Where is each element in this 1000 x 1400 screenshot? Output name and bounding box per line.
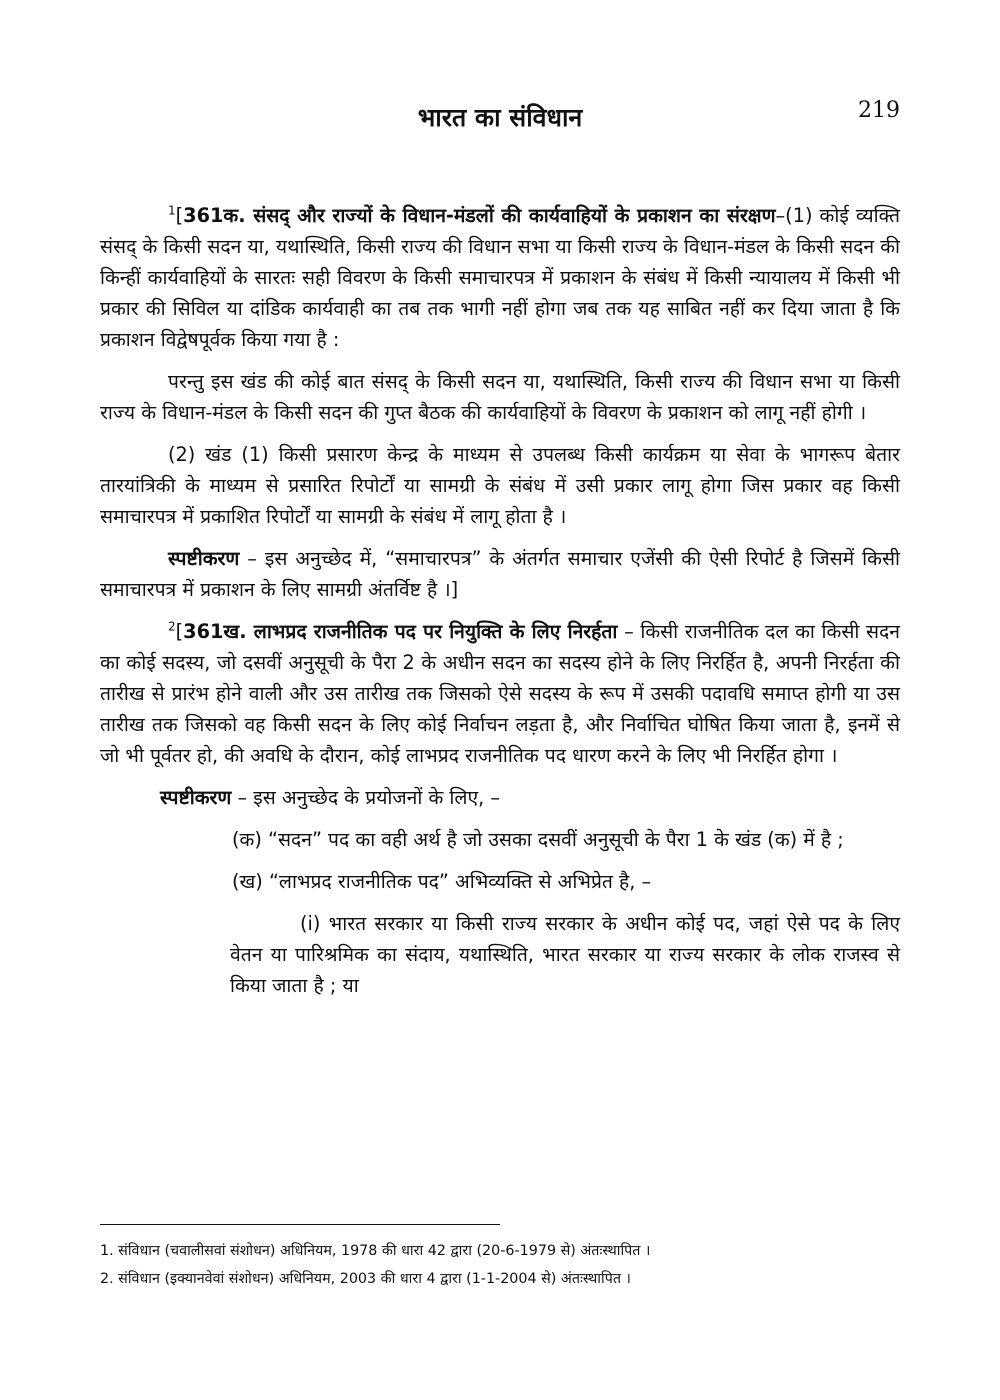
explanation-text: – इस अनुच्छेद में, “समाचारपत्र” के अंतर्गत समाचार एजेंसी की ऐसी रिपोर्ट है जिसमें किसी समाचारपत्र में प्रकाशन के लिए सामग्री अंतर्विष्ट है ।]: [100, 547, 900, 601]
article-361b-explanation: [100, 782, 900, 813]
article-361b-body: – किसी राजनीतिक दल का किसी सदन का कोई सदस्य, जो दसवीं अनुसूची के पैरा 2 के अधीन सदन का सदस्य होने के लिए निरर्हित है, अपनी निरर्हता की तारीख से प्रारंभ होने वाली और उस तारीख तक जिसको ऐसे सदस्य के रूप में उसकी पदावधि समाप्त होगी या उस तारीख तक जिसको वह किसी सदन के लिए कोई निर्वाचन लड़ता है, और निर्वाचित घोषित किया जाता है, इनमें से जो भी पूर्वतर हो, की अवधि के दौरान, कोई लाभप्रद राजनीतिक पद धारण करने के लिए भी निरर्हित होगा ।: [100, 620, 900, 767]
footnote-marker-2: 2: [168, 619, 176, 634]
explanation-item-kha: (ख) “लाभप्रद राजनीतिक पद” अभिव्यक्ति से अभिप्रेत है, –: [232, 870, 652, 893]
page-header: [0, 100, 1000, 140]
page-title: भारत का संविधान: [417, 103, 583, 132]
bracket-open: [: [175, 204, 184, 227]
document-body: [100, 200, 900, 1012]
article-361a-proviso: परन्तु इस खंड की कोई बात संसद् के किसी सदन या, यथास्थिति, किसी राज्य की विधान सभा या किसी राज्य के विधान-मंडल के किसी सदन की गुप्त बैठक की कार्यवाहियों के विवरण के प्रकाशन को लागू नहीं होगी ।: [100, 370, 900, 424]
article-361a-clause-1-text: –(1) कोई व्यक्ति संसद् के किसी सदन या, यथास्थिति, किसी राज्य की विधान सभा या किसी राज्य के विधान-मंडल के किसी सदन की किन्हीं कार्यवाहियों के सारतः सही विवरण के किसी समाचारपत्र में प्रकाशन के संबंध में किसी न्यायालय में किसी भी प्रकार की सिविल या दांडिक कार्यवाही का तब तक भागी नहीं होगा जब तक यह साबित नहीं कर दिया जाता है कि प्रकाशन विद्वेषपूर्वक किया गया है :: [100, 204, 900, 351]
article-361b-text: [100, 616, 900, 771]
explanation-label: स्पष्टीकरण: [160, 786, 232, 809]
footnote-marker-1: 1: [168, 203, 176, 218]
page-number: 219: [858, 98, 900, 123]
explanation-item-ka: (क) “सदन” पद का वही अर्थ है जो उसका दसवीं अनुसूची के पैरा 1 के खंड (क) में है ;: [232, 828, 844, 851]
article-361a-heading: 361क. संसद् और राज्यों के विधान-मंडलों की कार्यवाहियों के प्रकाशन का संरक्षण: [183, 204, 776, 227]
article-361a-clause-1: [100, 200, 900, 355]
bracket-open: [: [175, 620, 184, 643]
footnote-1: 1. संविधान (चवालीसवां संशोधन) अधिनियम, 1978 की धारा 42 द्वारा (20-6-1979 से) अंतःस्थापित ।: [100, 1243, 651, 1259]
article-361a-clause-2: (2) खंड (1) किसी प्रसारण केन्द्र के माध्यम से उपलब्ध किसी कार्यक्रम या सेवा के भागरूप बेतार तारयांत्रिकी के माध्यम से प्रसारित रिपोर्टों या सामग्री के संबंध में उसी प्रकार लागू होगा जिस प्रकार वह किसी समाचारपत्र में प्रकाशित रिपोर्टों या सामग्री के संबंध में लागू होता है ।: [100, 443, 900, 528]
article-361a-explanation: [100, 543, 900, 605]
article-361b-heading: 361ख. लाभप्रद राजनीतिक पद पर नियुक्ति के लिए निरर्हता: [183, 620, 618, 643]
footnote-divider: [100, 1224, 500, 1225]
explanation-text: – इस अनुच्छेद के प्रयोजनों के लिए, –: [231, 786, 501, 809]
footnote-2: 2. संविधान (इक्यानवेवां संशोधन) अधिनियम, 2003 की धारा 4 द्वारा (1-1-2004 से) अंतःस्थापित ।: [100, 1271, 631, 1287]
explanation-item-i: (i) भारत सरकार या किसी राज्य सरकार के अधीन कोई पद, जहां ऐसे पद के लिए वेतन या पारिश्रमिक का संदाय, यथास्थिति, भारत सरकार या राज्य सरकार के लोक राजस्व से किया जाता है ; या: [230, 912, 900, 997]
footnotes: [100, 1240, 940, 1296]
explanation-label: स्पष्टीकरण: [168, 547, 240, 570]
